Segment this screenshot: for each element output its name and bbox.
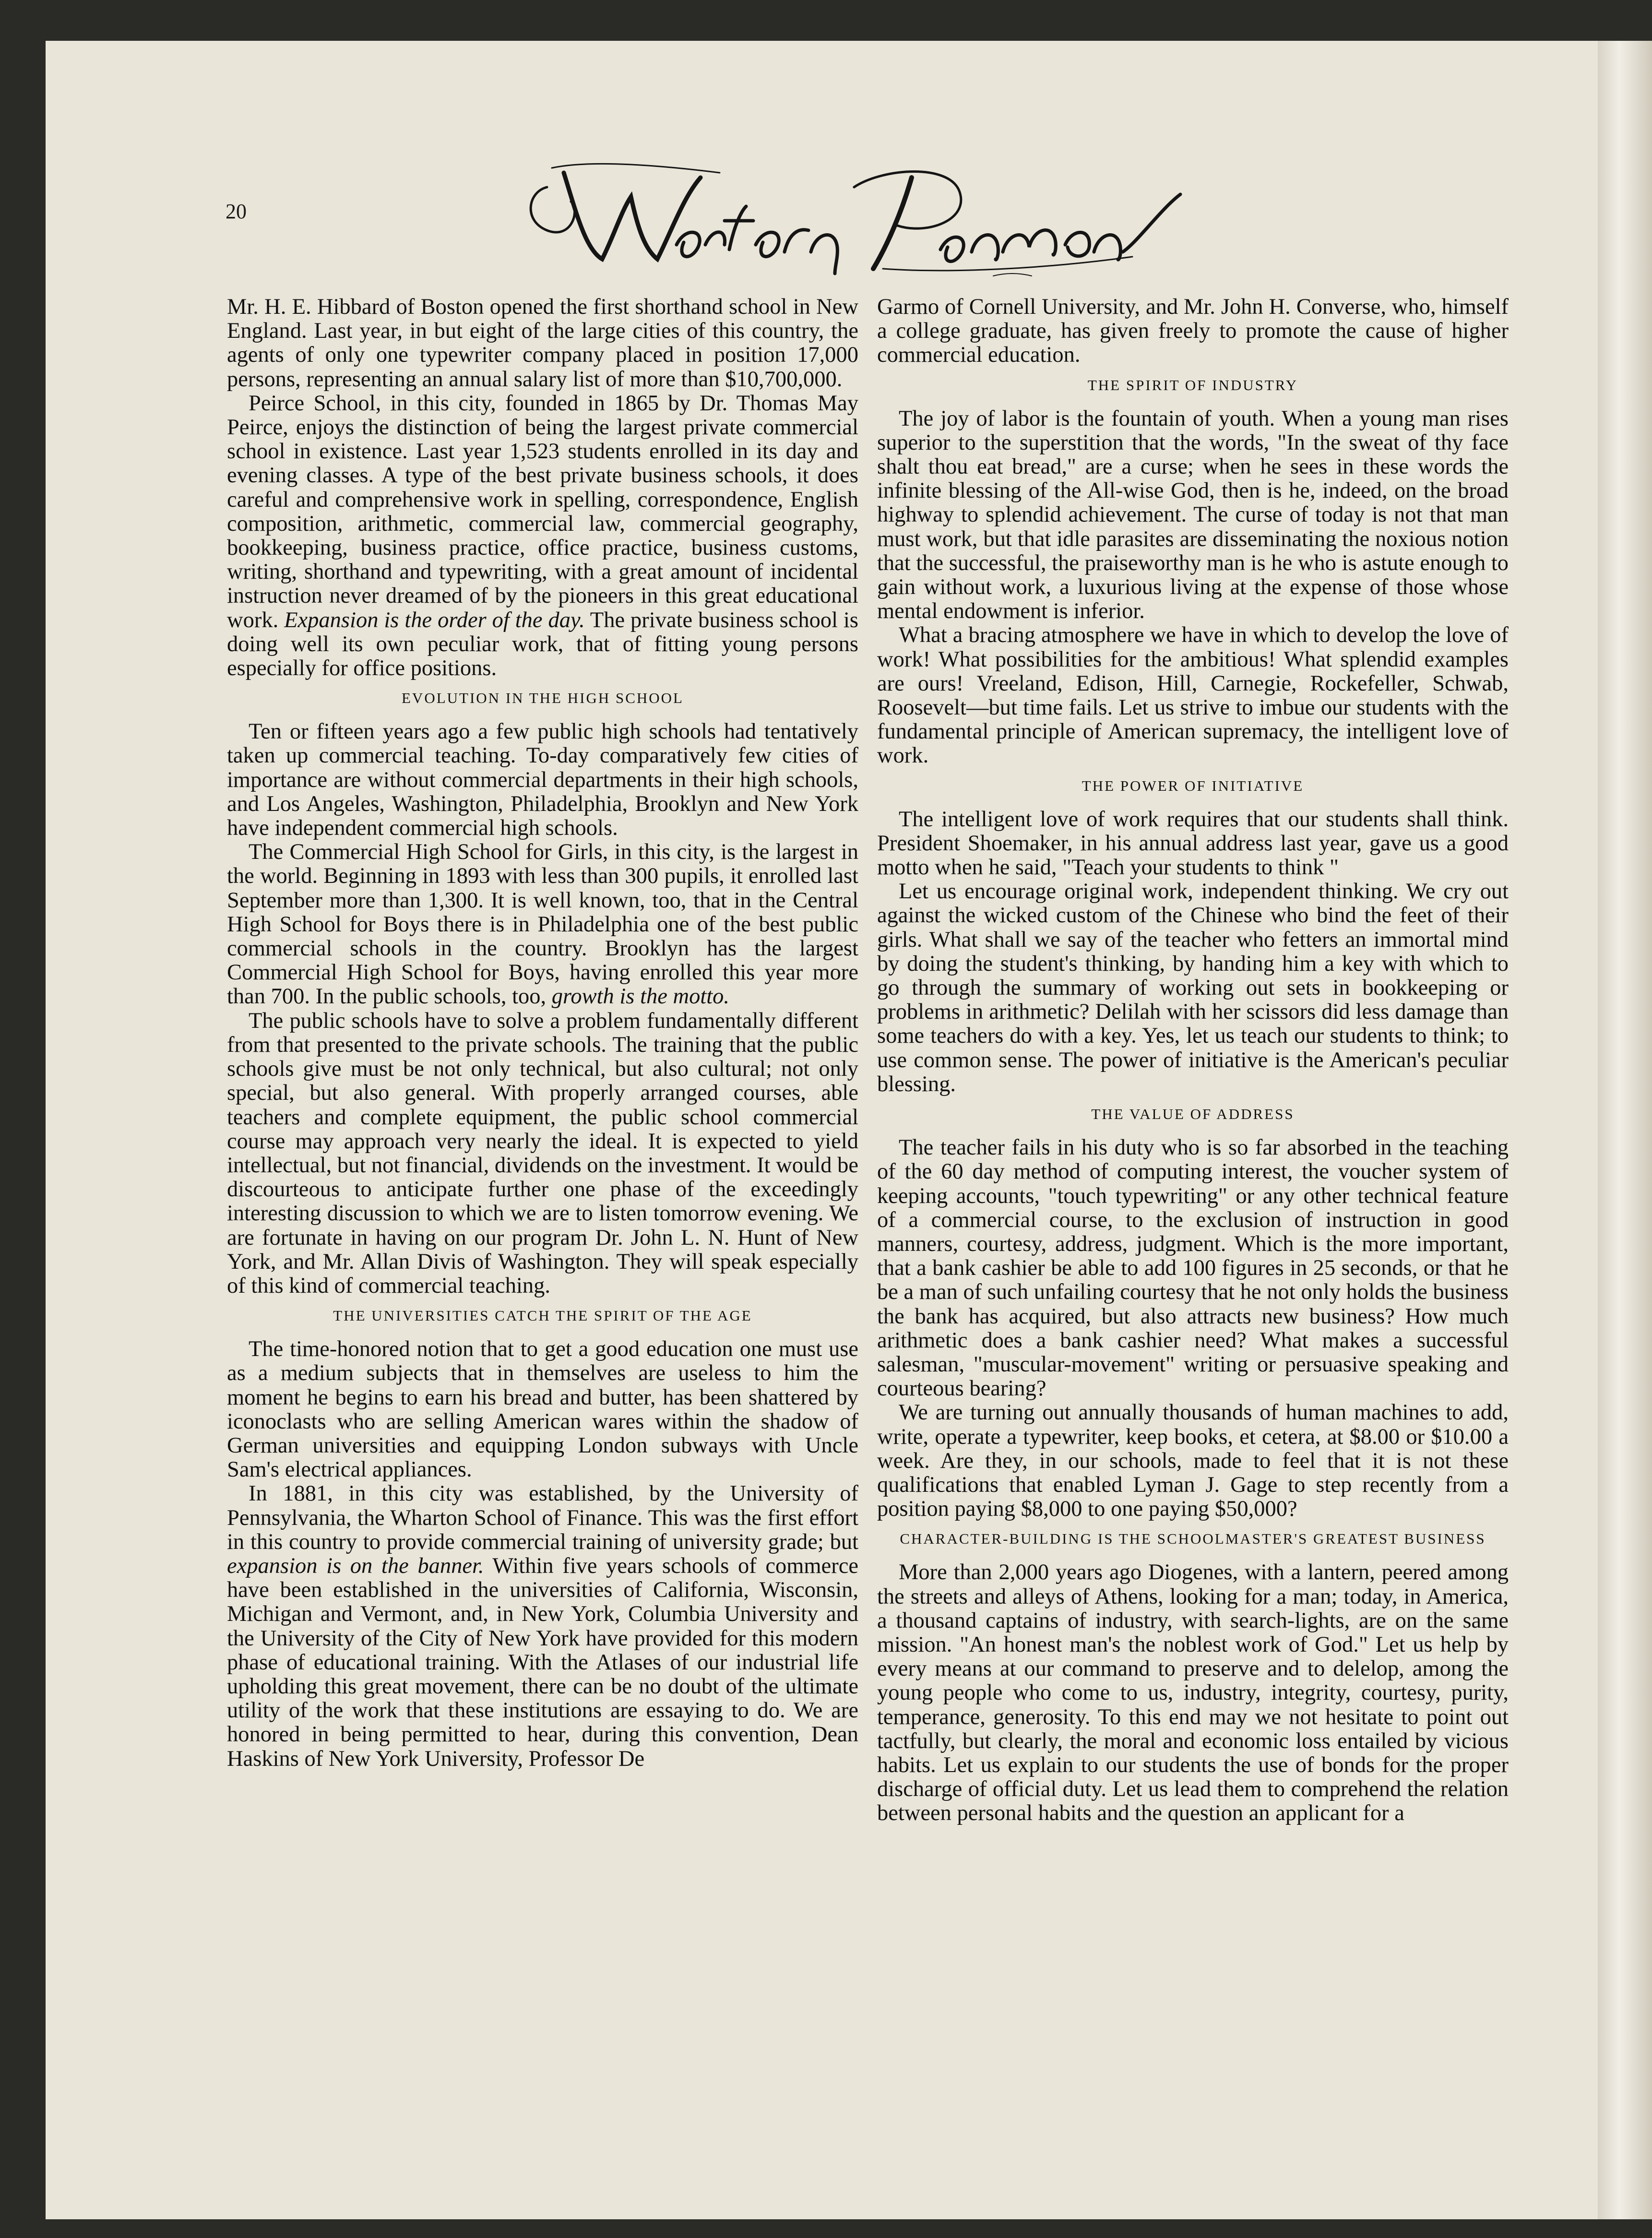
paragraph: The time-honored notion that to get a good education one must use as a medium subjects that in themselves are useless to him the moment he begins to earn his bread and butter, has been shattered by iconoclasts who are selling American wares within the shadow of German universities and equipping London subways with Uncle Sam's electrical appliances. <box>227 1337 858 1482</box>
section-heading: THE POWER OF INITIATIVE <box>1082 777 1304 794</box>
paragraph: We are turning out annually thousands of human machines to add, write, operate a typewriter, keep books, et cetera, at $8.00 or $10.00 a week. Are they, in our schools, made to feel that it is not these qualifications that enabled Lyman J. Gage to step recently from a position paying $8,000 to one paying $50,000? <box>877 1400 1509 1522</box>
paragraph: The Commercial High School for Girls, in this city, is the largest in the world. Beginning in 1893 with less than 300 pupils, it enrolled last September more than 1,300. It is well known, too, that in the Central High School for Boys there is in Philadelphia one of the best public commercial schools in the country. Brooklyn has the largest Commercial High School for Boys, having enrolled this year more than 700. In the public schools, too, growth is the motto. <box>227 840 858 1009</box>
paragraph: What a bracing atmosphere we have in which to develop the love of work! What possibilities for the ambitious! What splendid examples are ours! Vreeland, Edison, Hill, Carnegie, Rockefeller, Schwab, Roosevelt—but time fails. Let us strive to imbue our students with the fundamental principle of American supremacy, the intelligent love of work. <box>877 623 1509 768</box>
left-column <box>227 295 858 1771</box>
section-heading: THE SPIRIT OF INDUSTRY <box>1087 376 1298 393</box>
paragraph: The joy of labor is the fountain of youth. When a young man rises superior to the superstition that the words, "In the sweat of thy face shalt thou eat bread," are a curse; when he sees in these words the infinite blessing of the All-wise God, then is he, indeed, on the broad highway to splendid achievement. The curse of today is not that man must work, but that idle parasites are disseminating the noxious notion that the successful, the praiseworthy man is he who is astute enough to gain without work, a luxurious living at the expense of those whose mental endowment is inferior. <box>877 406 1509 624</box>
paragraph: The public schools have to solve a problem fundamentally different from that presented to the private schools. The training that the public schools give must be not only technical, but also cultural; not only special, but also general. With properly arranged courses, able teachers and complete equipment, the public school commercial course may approach very nearly the ideal. It is expected to yield intellectual, but not financial, dividends on the investment. It would be discourteous to anticipate further one phase of the exceedingly interesting discussion to which we are to listen tomorrow evening. We are fortunate in having on our program Dr. John L. N. Hunt of New York, and Mr. Allan Divis of Washington. They will speak especially of this kind of commercial teaching. <box>227 1008 858 1298</box>
paragraph: Peirce School, in this city, founded in 1865 by Dr. Thomas May Peirce, enjoys the distinction of being the largest private commercial school in existence. Last year 1,523 students enrolled in its day and evening classes. A type of the best private business schools, it does careful and comprehensive work in spelling, correspondence, English composition, arithmetic, commercial law, commercial geography, bookkeeping, business practice, office practice, business customs, writing, shorthand and typewriting, with a great amount of incidental instruction never dreamed of by the pioneers in this great educational work. Expansion is the order of the day. The private business school is doing well its own peculiar work, that of fitting young persons especially for office positions. <box>227 391 858 681</box>
paragraph: Mr. H. E. Hibbard of Boston opened the first shorthand school in New England. Last year, in but eight of the large cities of this country, the agents of only one typewriter company placed in position 17,000 persons, representing an annual salary list of more than $10,700,000. <box>227 295 858 392</box>
italic-phrase: expansion is on the banner. <box>227 1553 484 1578</box>
paragraph: Ten or fifteen years ago a few public high schools had tentatively taken up commercial teaching. To-day comparatively few cities of importance are without commercial departments in their high schools, and Los Angeles, Washington, Philadelphia, Brooklyn and New York have independent commercial high schools. <box>227 719 858 841</box>
page-number: 20 <box>226 200 247 223</box>
section-heading: EVOLUTION IN THE HIGH SCHOOL <box>402 690 684 707</box>
masthead-logo <box>518 158 1209 293</box>
paragraph: Let us encourage original work, independent thinking. We cry out against the wicked custom of the Chinese who bind the feet of their girls. What shall we say of the teacher who fetters an immortal mind by doing the student's thinking, by handing him a key with which to go through the summary of working out sets in bookkeeping or problems in arithmetic? Delilah with her scissors did less damage than some teachers do with a key. Yes, let us teach our students to think; to use common sense. The power of initiative is the American's peculiar blessing. <box>877 879 1509 1096</box>
section-heading: THE VALUE OF ADDRESS <box>1091 1106 1295 1123</box>
paragraph: In 1881, in this city was established, by the University of Pennsylvania, the Wharton School of Finance. This was the first effort in this country to provide commercial training of university grade; but expansion is on the banner. Within five years schools of commerce have been established in the universities of California, Wisconsin, Michigan and Vermont, and, in New York, Columbia University and the University of the City of New York have provided for this modern phase of educational training. With the Atlases of our industrial life upholding this great movement, there can be no doubt of the ultimate utility of the work that these institutions are essaying to do. We are honored in being permitted to hear, during this convention, Dean Haskins of New York University, Professor De <box>227 1481 858 1771</box>
italic-phrase: growth is the motto. <box>551 984 730 1009</box>
paragraph: Garmo of Cornell University, and Mr. John H. Converse, who, himself a college graduate, has given freely to promote the cause of higher commercial education. <box>877 295 1509 368</box>
paragraph: The intelligent love of work requires that our students shall think. President Shoemaker, in his annual address last year, gave us a good motto when he said, "Teach your students to think " <box>877 807 1509 880</box>
section-heading: THE UNIVERSITIES CATCH THE SPIRIT OF THE AGE <box>333 1307 752 1324</box>
right-column <box>877 295 1509 1826</box>
section-heading: CHARACTER-BUILDING IS THE SCHOOLMASTER'S GREATEST BUSINESS <box>900 1530 1486 1548</box>
italic-phrase: Expansion is the order of the day. <box>284 607 585 632</box>
paragraph: More than 2,000 years ago Diogenes, with a lantern, peered among the streets and alleys of Athens, looking for a man; today, in America, a thousand captains of industry, with search-lights, are on the same mission. "An honest man's the noblest work of God." Let us help by every means at our command to preserve and to delelop, among the young people who come to us, industry, integrity, courtesy, purity, temperance, generosity. To this end may we not hesitate to point out tactfully, but clearly, the moral and economic loss entailed by vicious habits. Let us explain to our students the use of bonds for the proper discharge of official duty. Let us lead them to comprehend the relation between personal habits and the question an applicant for a <box>877 1560 1509 1826</box>
binding-edge <box>1598 41 1652 2219</box>
paragraph: The teacher fails in his duty who is so far absorbed in the teaching of the 60 day method of computing interest, the voucher system of keeping accounts, "touch typewriting" or any other technical feature of a commercial course, to the exclusion of instruction in good manners, courtesy, address, judgment. Which is the more important, that a bank cashier be able to add 100 figures in 25 seconds, or that he be a man of such unfailing courtesy that he not only holds the business the bank has acquired, but also attracts new business? How much arithmetic does a bank cashier need? What makes a successful salesman, "muscular-movement" writing or persuasive speaking and courteous bearing? <box>877 1135 1509 1401</box>
